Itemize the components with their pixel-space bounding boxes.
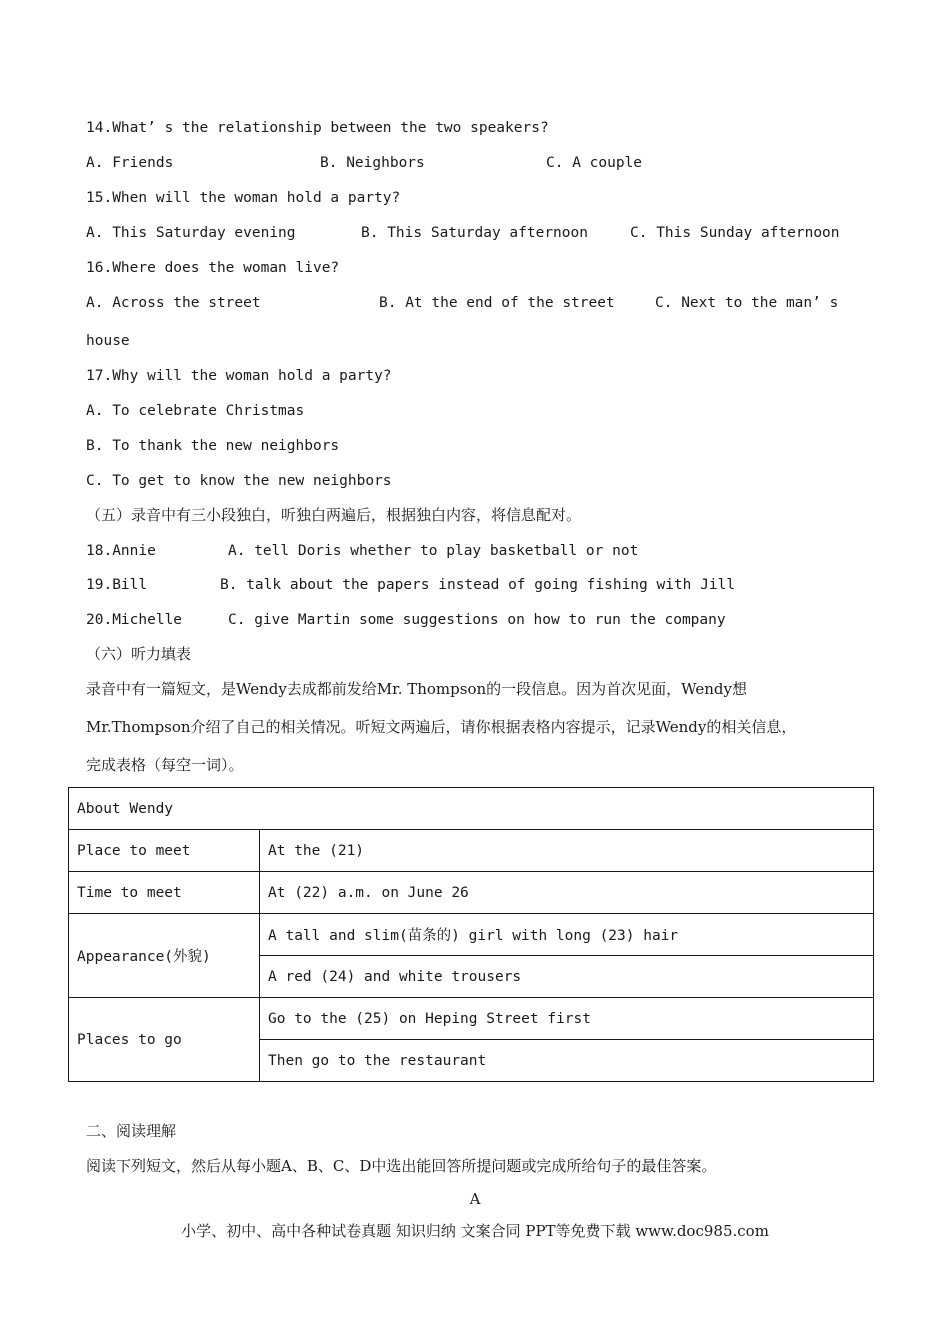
section-6-intro-line-3: 完成表格（每空一词）。 [86, 756, 244, 774]
question-16-option-c: C. Next to the man’ s [655, 295, 839, 311]
question-16-option-b: B. At the end of the street [379, 295, 615, 311]
question-14-option-b: B. Neighbors [320, 155, 425, 171]
table-title: About Wendy [69, 788, 874, 830]
question-17-option-a: A. To celebrate Christmas [86, 403, 305, 419]
place-label: Place to meet [69, 830, 260, 872]
match-option-c: C. give Martin some suggestions on how to run the company [228, 612, 726, 628]
wendy-info-table [68, 787, 874, 1082]
match-19-number: 19.Bill [86, 577, 148, 593]
section-6-intro-line-2: Mr.Thompson介绍了自己的相关情况。听短文两遍后，请你根据表格内容提示，记录Wendy的相关信息， [86, 718, 797, 736]
appearance-value-1: A tall and slim(苗条的) girl with long (23) hair [260, 914, 874, 956]
places-value-1: Go to the (25) on Heping Street first [260, 998, 874, 1040]
time-label: Time to meet [69, 872, 260, 914]
question-14-stem: 14.What’ s the relationship between the two speakers? [86, 120, 549, 136]
appearance-label: Appearance(外貌) [69, 914, 260, 998]
reading-section-heading: 二、阅读理解 [86, 1122, 177, 1140]
passage-label: A [469, 1190, 481, 1208]
match-option-a: A. tell Doris whether to play basketball or not [228, 543, 639, 559]
question-15-option-b: B. This Saturday afternoon [361, 225, 588, 241]
question-17-option-b: B. To thank the new neighbors [86, 438, 340, 454]
question-15-option-c: C. This Sunday afternoon [630, 225, 840, 241]
places-value-2: Then go to the restaurant [260, 1040, 874, 1082]
question-16-option-a: A. Across the street [86, 295, 261, 311]
page-footer: 小学、初中、高中各种试卷真题 知识归纳 文案合同 PPT等免费下载 www.doc985.com [181, 1222, 769, 1240]
places-label: Places to go [69, 998, 260, 1082]
time-value: At (22) a.m. on June 26 [260, 872, 874, 914]
question-15-option-a: A. This Saturday evening [86, 225, 296, 241]
question-14-option-a: A. Friends [86, 155, 174, 171]
match-20-number: 20.Michelle [86, 612, 183, 628]
place-value: At the (21) [260, 830, 874, 872]
match-18-number: 18.Annie [86, 543, 156, 559]
question-15-stem: 15.When will the woman hold a party? [86, 190, 401, 206]
question-14-option-c: C. A couple [546, 155, 643, 171]
question-17-stem: 17.Why will the woman hold a party? [86, 368, 392, 384]
reading-instruction: 阅读下列短文，然后从每小题A、B、C、D中选出能回答所提问题或完成所给句子的最佳答案。 [86, 1157, 717, 1175]
appearance-value-2: A red (24) and white trousers [260, 956, 874, 998]
section-5-heading: （五）录音中有三小段独白，听独白两遍后，根据独白内容，将信息配对。 [86, 506, 582, 524]
question-16-stem: 16.Where does the woman live? [86, 260, 340, 276]
match-option-b: B. talk about the papers instead of going fishing with Jill [220, 577, 736, 593]
question-17-option-c: C. To get to know the new neighbors [86, 473, 392, 489]
section-6-intro-line-1: 录音中有一篇短文，是Wendy去成都前发给Mr. Thompson的一段信息。因为首次见面，Wendy想 [86, 680, 747, 698]
section-6-heading: （六）听力填表 [86, 645, 192, 663]
question-16-option-c-continued: house [86, 333, 130, 349]
